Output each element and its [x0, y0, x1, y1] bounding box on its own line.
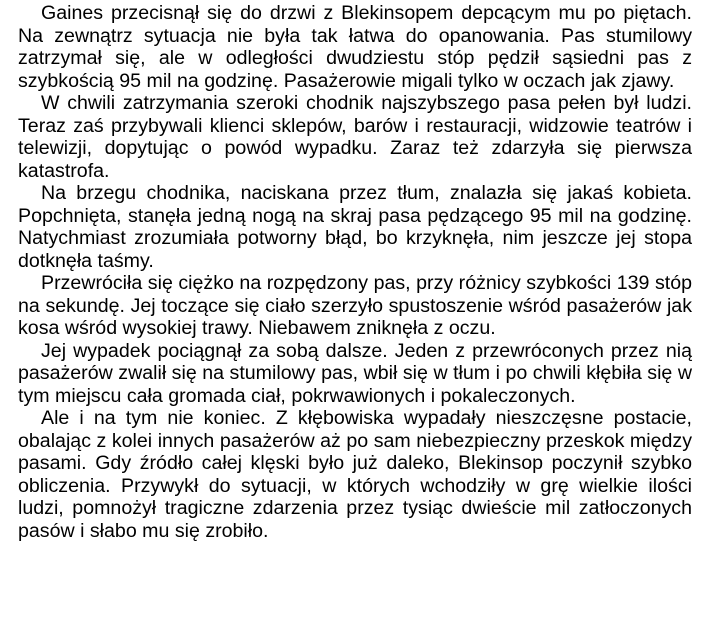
paragraph: Jej wypadek pociągnął za sobą dalsze. Jeden z przewróconych przez nią pasażerów zwalił się na stumilowy pas, wbił się w tłum i po chwili kłębiła się w tym miejscu cała gromada ciał, pokrwawionych i pokaleczonych.	[18, 339, 692, 407]
paragraph: Gaines przecisnął się do drzwi z Blekinsopem depcącym mu po piętach. Na zewnątrz sytuacja nie była tak łatwa do opanowania. Pas stumilowy zatrzymał się, ale w odległości dwudziestu stóp pędził sąsiedni pas z szybkością 95 mil na godzinę. Pasażerowie migali tylko w oczach jak zjawy.	[18, 2, 692, 92]
paragraph: Na brzegu chodnika, naciskana przez tłum, znalazła się jakaś kobieta. Popchnięta, stanęła jedną nogą na skraj pasa pędzącego 95 mil na godzinę. Natychmiast zrozumiała potworny błąd, bo krzyknęła, nim jeszcze jej stopa dotknęła taśmy.	[18, 182, 692, 272]
paragraph: Ale i na tym nie koniec. Z kłębowiska wypadały nieszczęsne postacie, obalając z kolei innych pasażerów aż po sam niebezpieczny przeskok między pasami. Gdy źródło całej klęski było już daleko, Blekinsop poczynił szybko obliczenia. Przywykł do sytuacji, w których wchodziły w grę wielkie ilości ludzi, pomnożył tragiczne zdarzenia przez tysiąc dwieście mil zatłoczonych pasów i słabo mu się zrobiło.	[18, 407, 692, 542]
paragraph: W chwili zatrzymania szeroki chodnik najszybszego pasa pełen był ludzi. Teraz zaś przybywali klienci sklepów, barów i restauracji, widzowie teatrów i telewizji, dopytując o powód wypadku. Zaraz też zdarzyła się pierwsza katastrofa.	[18, 92, 692, 182]
paragraph: Przewróciła się ciężko na rozpędzony pas, przy różnicy szybkości 139 stóp na sekundę. Jej toczące się ciało szerzyło spustoszenie wśród pasażerów jak kosa wśród wysokiej trawy. Niebawem zniknęła z oczu.	[18, 272, 692, 339]
